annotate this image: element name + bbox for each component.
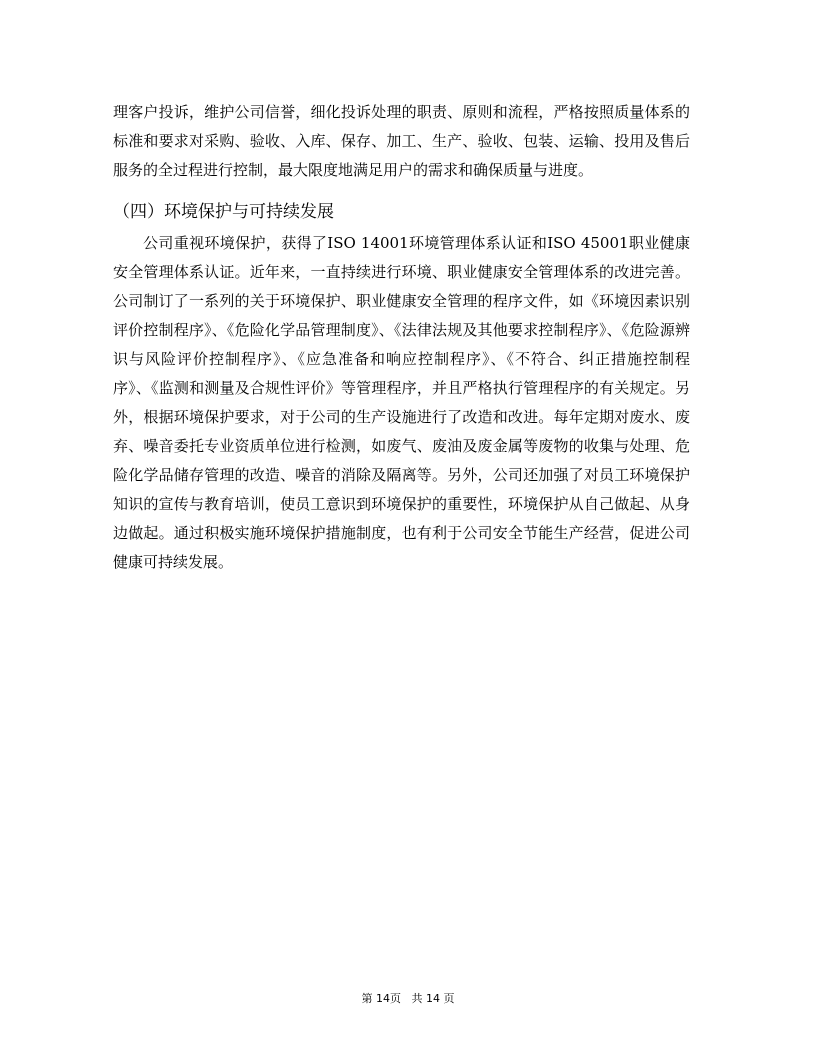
paragraph-environment: 公司重视环境保护，获得了ISO 14001环境管理体系认证和ISO 45001职业健康安全管理体系认证。近年来，一直持续进行环境、职业健康安全管理体系的改进完善。公司制订了一系列的关于环境保护、职业健康安全管理的程序文件，如《环境因素识别评价控制程序》、《危险化学品管理制度》、《法律法规及其他要求控制程序》、《危险源辨识与风险评价控制程序》、《应急准备和响应控制程序》、《不符合、纠正措施控制程序》、《监测和测量及合规性评价》等管理程序，并且严格执行管理程序的有关规定。另外，根据环境保护要求，对于公司的生产设施进行了改造和改进。每年定期对废水、废弃、噪音委托专业资质单位进行检测，如废气、废油及废金属等废物的收集与处理、危险化学品储存管理的改造、噪音的消除及隔离等。另外，公司还加强了对员工环境保护知识的宣传与教育培训，使员工意识到环境保护的重要性，环境保护从自己做起、从身边做起。通过积极实施环境保护措施制度，也有利于公司安全节能生产经营，促进公司健康可持续发展。 — [113, 234, 690, 571]
paragraph-continued: 理客户投诉，维护公司信誉，细化投诉处理的职责、原则和流程，严格按照质量体系的标准和要求对采购、验收、入库、保存、加工、生产、验收、包装、运输、投用及售后服务的全过程进行控制，最大限度地满足用户的需求和确保质量与进度。 — [113, 103, 690, 179]
page-footer — [0, 992, 816, 1006]
page-number: 第 14页 共 14 页 — [361, 992, 455, 1005]
section-heading: （四）环境保护与可持续发展 — [113, 202, 334, 222]
